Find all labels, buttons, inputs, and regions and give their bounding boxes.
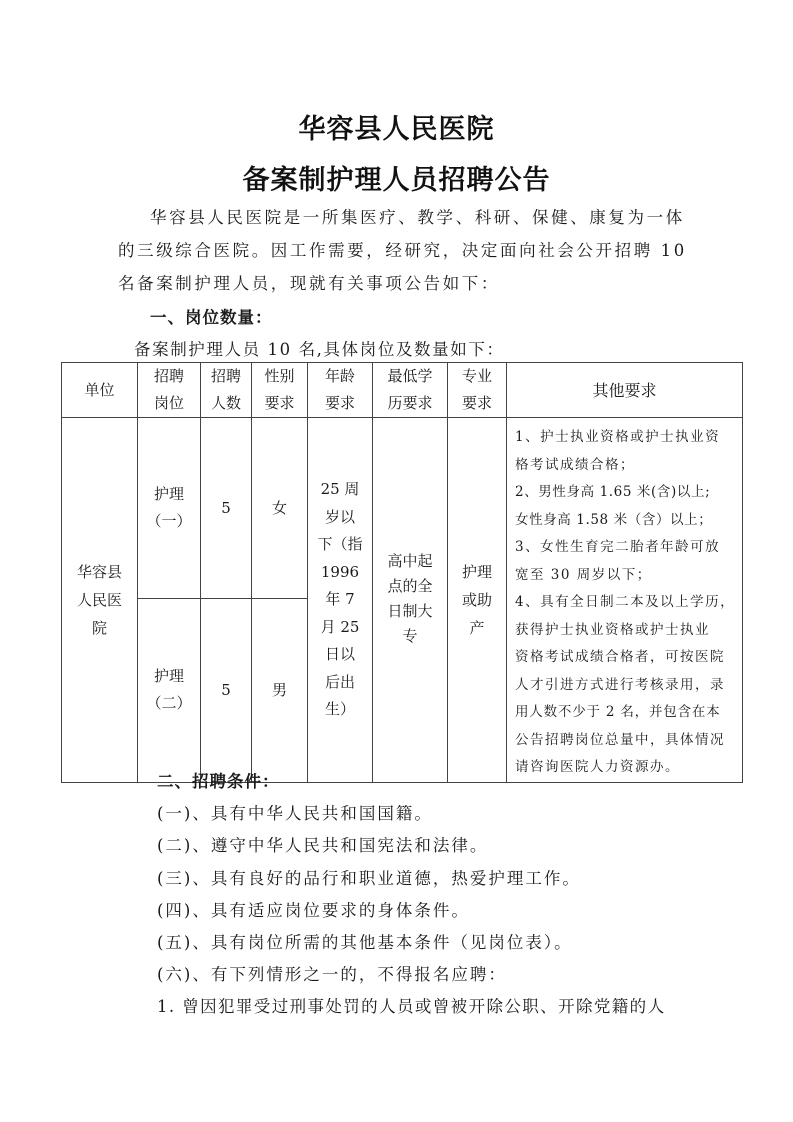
- cell-age: 25 周 岁以 下（指 1996 年 7 月 25 日以 后出 生）: [308, 418, 373, 783]
- section1-heading: 一、岗位数量：: [150, 308, 273, 327]
- condition-item: (四)、具有适应岗位要求的身体条件。: [157, 901, 470, 920]
- document-title-line1: 华容县人民医院: [298, 114, 495, 145]
- intro-line-3: 名备案制护理人员，现就有关事项公告如下：: [118, 274, 500, 293]
- cell-gender: 女: [252, 418, 308, 599]
- condition-item: (一)、具有中华人民共和国国籍。: [157, 804, 433, 823]
- header-gender: 性别 要求: [252, 363, 308, 418]
- other-req-line: 女性身高 1.58 米（含）以上；: [515, 511, 713, 528]
- other-req-line: 宽至 30 周岁以下；: [515, 566, 652, 583]
- other-req-line: 请咨询医院人力资源办。: [515, 759, 680, 775]
- cell-position: 护理 （二）: [138, 599, 201, 782]
- cell-count: 5: [201, 599, 252, 782]
- cell-major: 护理 或助 产: [448, 418, 507, 783]
- header-education: 最低学 历要求: [373, 363, 448, 418]
- header-count: 招聘 人数: [201, 363, 252, 418]
- other-req-line: 公告招聘岗位总量中，具体情况: [515, 731, 725, 748]
- other-req-line: 2、男性身高 1.65 米(含)以上;: [515, 484, 711, 500]
- condition-item: (六)、有下列情形之一的，不得报名应聘：: [157, 965, 507, 984]
- condition-item: 1. 曾因犯罪受过刑事处罚的人员或曾被开除公职、开除党籍的人: [157, 997, 666, 1016]
- header-unit: 单位: [62, 363, 138, 418]
- document-title-line2: 备案制护理人员招聘公告: [242, 165, 551, 196]
- other-req-line: 4、具有全日制二本及以上学历，: [515, 594, 736, 610]
- other-req-line: 3、女性生育完二胎者年龄可放: [515, 539, 721, 555]
- condition-item: (二)、遵守中华人民共和国宪法和法律。: [157, 836, 489, 855]
- cell-unit: 华容县 人民医 院: [62, 418, 138, 783]
- header-position: 招聘 岗位: [138, 363, 201, 418]
- cell-gender: 男: [252, 599, 308, 782]
- other-req-line: 资格考试成绩合格者，可按医院: [515, 649, 725, 665]
- other-req-line: 格考试成绩合格；: [515, 456, 635, 473]
- table-header-row: [62, 363, 743, 418]
- other-req-line: 用人数不少于 2 名，并包含在本: [515, 704, 721, 720]
- other-req-line: 1、护士执业资格或护士执业资: [515, 429, 721, 445]
- cell-other-requirements: [507, 418, 743, 783]
- positions-table: [61, 362, 743, 783]
- header-age: 年龄 要求: [308, 363, 373, 418]
- cell-position: 护理 （一）: [138, 418, 201, 599]
- intro-line-2: 的三级综合医院。因工作需要，经研究，决定面向社会公开招聘 10: [118, 241, 687, 260]
- header-other: 其他要求: [507, 363, 743, 418]
- cell-education: 高中起 点的全 日制大 专: [373, 418, 448, 783]
- header-major: 专业 要求: [448, 363, 507, 418]
- section1-summary: 备案制护理人员 10 名,具体岗位及数量如下：: [134, 340, 505, 359]
- cell-count: 5: [201, 418, 252, 599]
- condition-item: (五)、具有岗位所需的其他基本条件（见岗位表）。: [157, 933, 573, 952]
- other-req-line: 人才引进方式进行考核录用，录: [515, 676, 725, 693]
- condition-item: (三)、具有良好的品行和职业道德，热爱护理工作。: [157, 869, 581, 888]
- table-row: [62, 418, 743, 599]
- other-req-line: 获得护士执业资格或护士执业: [515, 621, 710, 638]
- section2-heading: 二、招聘条件：: [157, 772, 280, 791]
- intro-line-1: 华容县人民医院是一所集医疗、教学、科研、保健、康复为一体: [150, 208, 685, 227]
